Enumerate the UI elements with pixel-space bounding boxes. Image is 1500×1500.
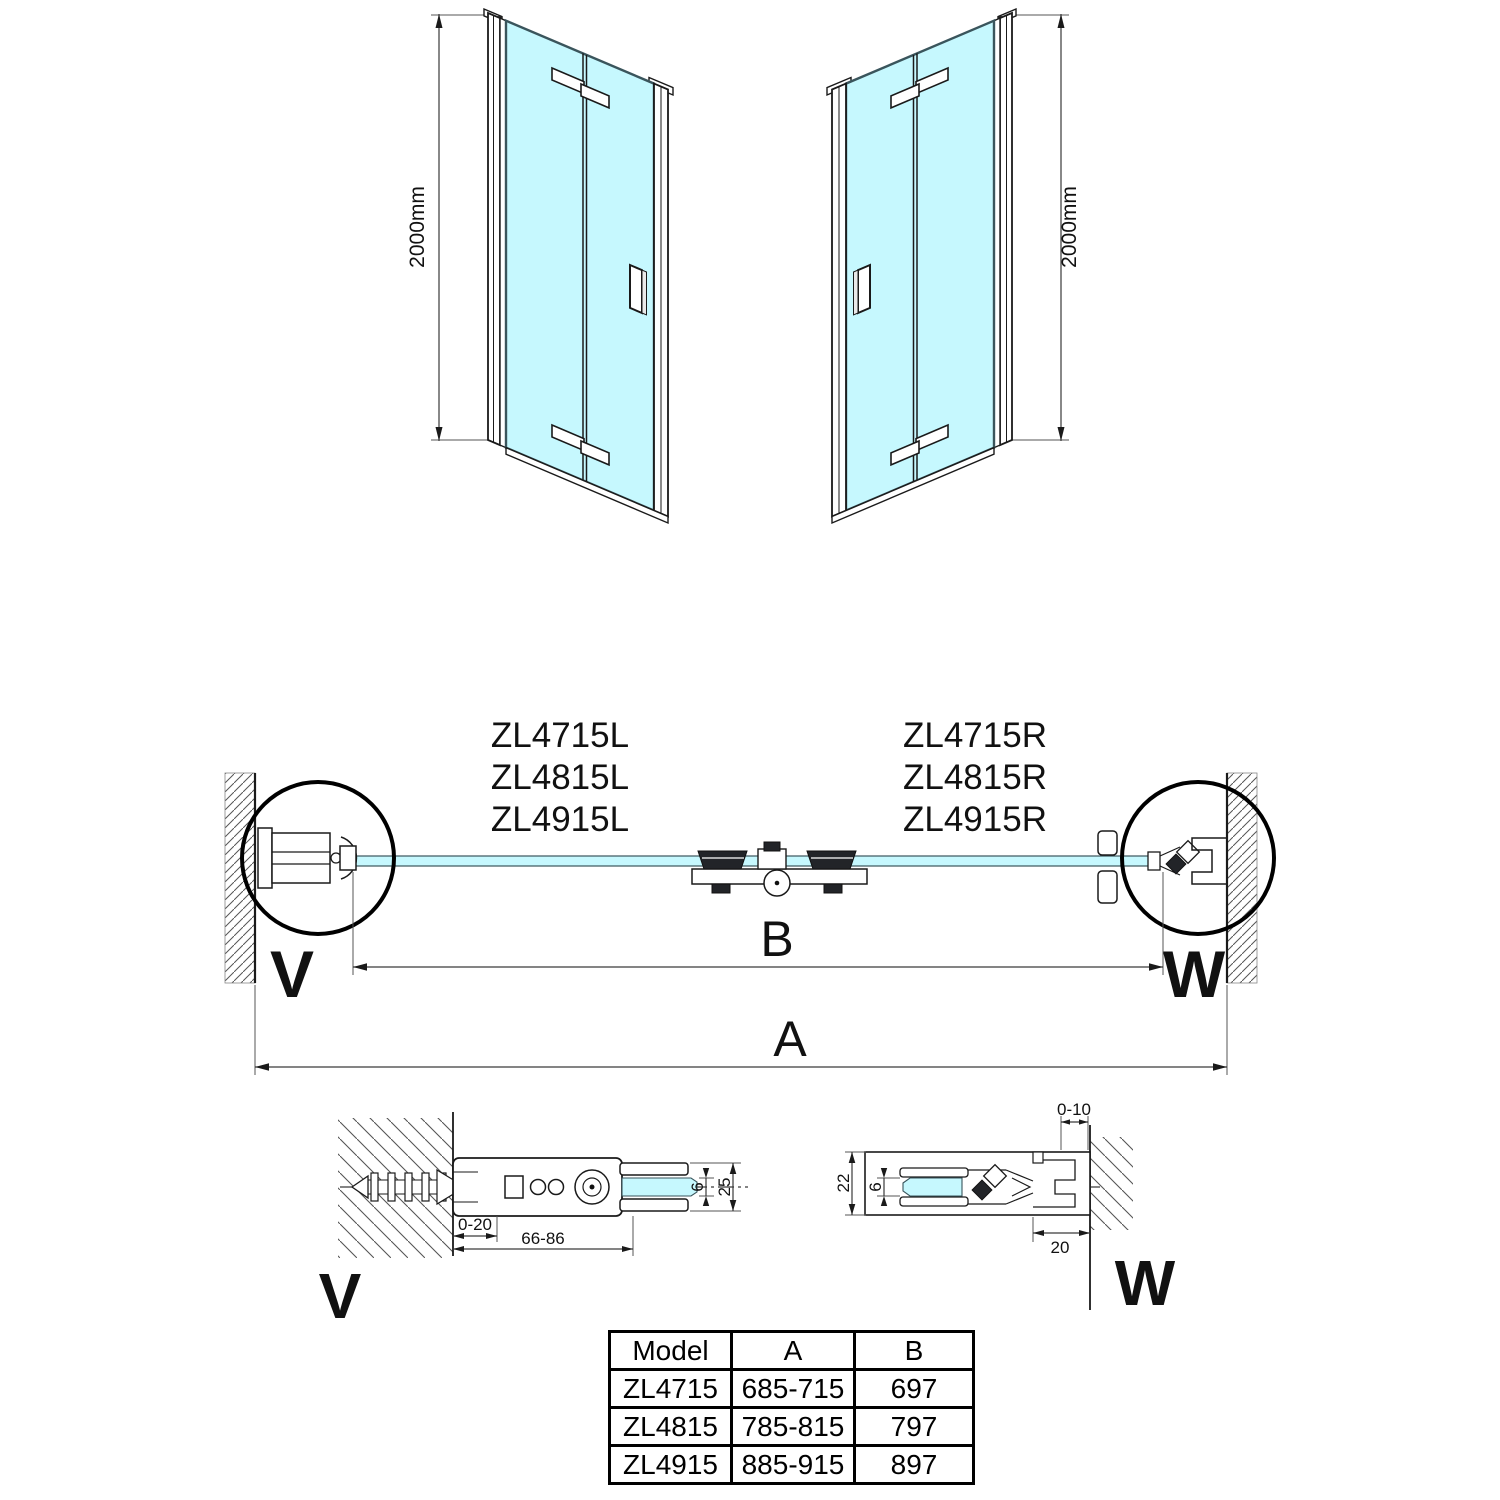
cell-b: 697 [855,1370,974,1408]
plan-detail-v-label: V [269,937,315,1011]
dimension-B-label: B [760,911,794,967]
wall-hatch [1090,1137,1133,1230]
cell-a: 685-715 [732,1370,855,1408]
table-row [610,1408,974,1446]
cell-model: ZL4915 [610,1446,732,1484]
end-profile-plan [1148,838,1227,884]
col-header-b: B [855,1332,974,1370]
right-model-codes [903,716,1047,839]
plan-view [225,773,1274,1075]
profile-height-dim: 25 [715,1177,734,1197]
handle-plan [1098,831,1117,903]
cell-model: ZL4815 [610,1408,732,1446]
size-table [608,1330,975,1485]
model-code: ZL4915R [903,800,1047,839]
profile-width-dim: 20 [1050,1238,1070,1257]
fold-hinge-plan [692,842,867,896]
right-door-elevation [827,9,1081,523]
left-wall-hatch [225,773,255,983]
glass-thickness-dim: 6 [866,1182,885,1192]
model-code: ZL4715R [903,716,1047,755]
detail-w-view [834,1100,1176,1319]
plan-glass-panel [353,856,1152,866]
left-height-dimension: 2000mm [406,186,429,268]
col-header-a: A [732,1332,855,1370]
plan-detail-w-label: W [1162,937,1226,1011]
table-row [610,1370,974,1408]
right-height-dimension: 2000mm [1058,186,1081,268]
dimension-A-label: A [773,1011,807,1067]
adjust-dim: 0-10 [1056,1100,1092,1119]
cell-b: 897 [855,1446,974,1484]
glass-thickness-dim: 6 [688,1182,707,1192]
left-model-codes [491,716,629,839]
cell-model: ZL4715 [610,1370,732,1408]
cell-b: 797 [855,1408,974,1446]
detail-w-title: W [1114,1247,1176,1319]
model-code: ZL4915L [490,800,630,839]
wall-bracket-profile [453,1158,697,1216]
table-row [610,1446,974,1484]
dimension-A [255,985,1227,1075]
model-code: ZL4815L [490,758,630,797]
dimension-B [353,872,1163,975]
col-header-model: Model [610,1332,732,1370]
model-code: ZL4815R [903,758,1047,797]
profile-height-dim: 22 [834,1173,853,1193]
wall-gap-dim: 0-20 [457,1215,493,1234]
cell-a: 785-815 [732,1408,855,1446]
detail-v-title: V [318,1260,362,1332]
model-code: ZL4715L [490,716,630,755]
door-end-profile [865,1152,1090,1215]
cell-a: 885-915 [732,1446,855,1484]
wall-profile-plan [258,828,356,888]
table-header-row [610,1332,974,1370]
bracket-range-dim: 66-86 [521,1229,565,1248]
detail-v-view [319,1112,748,1332]
left-door-elevation [406,9,673,523]
